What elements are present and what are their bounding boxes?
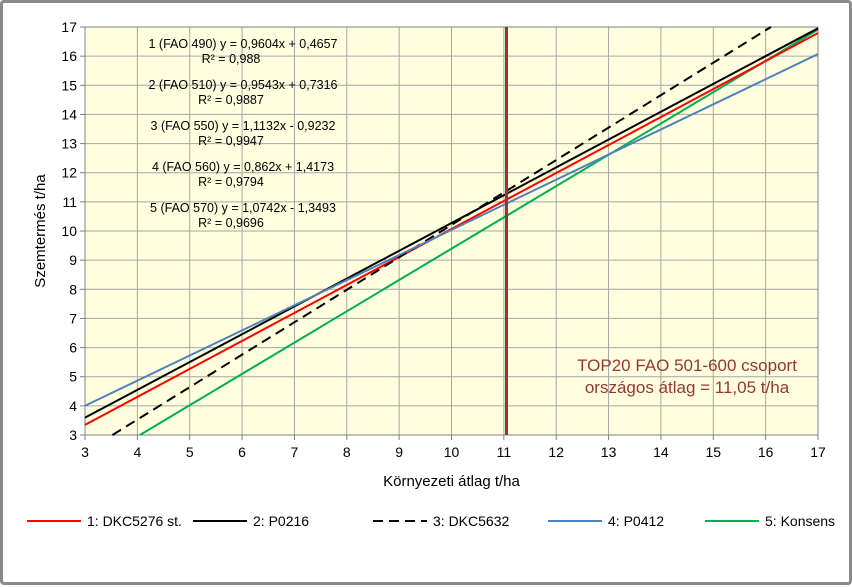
- legend-label-1: 1: DKC5276 st.: [87, 513, 182, 529]
- x-tick-label: 5: [185, 444, 194, 460]
- x-tick-label: 12: [548, 444, 565, 460]
- legend-label-3: 3: DKC5632: [433, 513, 510, 529]
- x-tick-label: 11: [496, 444, 512, 460]
- y-tick-label: 10: [61, 223, 77, 239]
- x-tick-label: 14: [653, 444, 669, 460]
- equation-text: 1 (FAO 490) y = 0,9604x + 0,4657: [148, 37, 338, 51]
- y-tick-label: 12: [61, 164, 77, 181]
- y-tick-label: 7: [69, 310, 77, 327]
- equation-text: 3 (FAO 550) y = 1,1132x - 0,9232: [150, 119, 336, 133]
- legend: [27, 513, 835, 529]
- legend-label-4: 4: P0412: [608, 513, 665, 529]
- y-tick-label: 13: [61, 135, 77, 152]
- r-squared-text: R² = 0,9887: [198, 93, 264, 107]
- x-tick-label: 17: [810, 444, 826, 460]
- x-tick-label: 13: [600, 444, 617, 460]
- x-axis-title: Környezeti átlag t/ha: [383, 473, 520, 490]
- reference-line-label-2: országos átlag = 11,05 t/ha: [584, 378, 790, 397]
- x-tick-label: 7: [290, 444, 299, 460]
- y-tick-label: 17: [61, 19, 77, 35]
- x-axis-ticks: [81, 435, 826, 460]
- x-tick-label: 4: [133, 444, 142, 460]
- x-tick-label: 15: [705, 444, 722, 460]
- x-tick-label: 9: [395, 444, 404, 460]
- y-tick-label: 11: [62, 193, 77, 210]
- y-axis-title: Szemtermés t/ha: [32, 174, 49, 288]
- r-squared-text: R² = 0,988: [201, 52, 261, 66]
- y-tick-label: 16: [61, 48, 77, 65]
- r-squared-text: R² = 0,9696: [198, 216, 264, 230]
- r-squared-text: R² = 0,9794: [198, 175, 264, 189]
- equation-text: 4 (FAO 560) y = 0,862x + 1,4173: [151, 160, 335, 174]
- y-tick-label: 3: [69, 427, 77, 443]
- y-tick-label: 14: [61, 106, 77, 123]
- equation-text: 5 (FAO 570) y = 1,0742x - 1,3493: [150, 201, 336, 215]
- reference-line-label-1: TOP20 FAO 501-600 csoport: [577, 356, 797, 375]
- x-tick-label: 16: [757, 444, 774, 460]
- x-tick-label: 10: [443, 444, 460, 460]
- chart-svg: [3, 3, 849, 582]
- legend-label-2: 2: P0216: [253, 513, 310, 529]
- y-tick-label: 5: [69, 368, 77, 385]
- y-tick-label: 15: [61, 77, 77, 94]
- x-tick-label: 3: [81, 444, 89, 460]
- legend-label-5: 5: Konsens: [765, 513, 836, 529]
- y-tick-label: 9: [69, 252, 77, 269]
- y-axis-ticks: [61, 19, 85, 443]
- y-tick-label: 8: [69, 281, 77, 298]
- y-tick-label: 6: [69, 339, 77, 356]
- equation-text: 2 (FAO 510) y = 0,9543x + 0,7316: [148, 78, 338, 92]
- x-tick-label: 8: [342, 444, 351, 460]
- x-tick-label: 6: [238, 444, 246, 460]
- r-squared-text: R² = 0,9947: [198, 134, 264, 148]
- y-tick-label: 4: [69, 397, 77, 414]
